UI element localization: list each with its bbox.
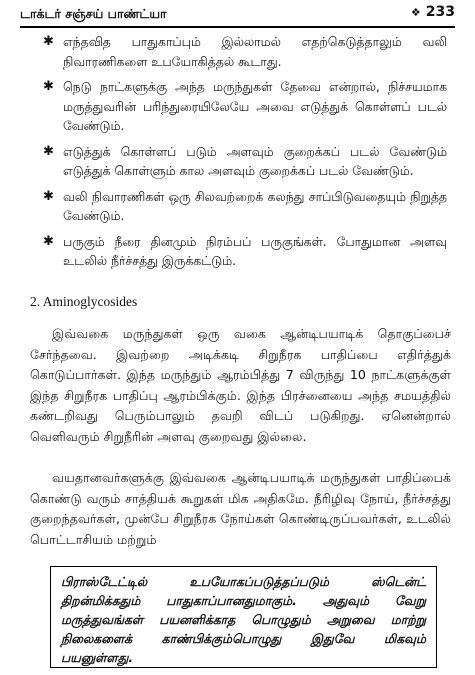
bullet-list xyxy=(45,32,447,277)
star-bullet-icon: ✱ xyxy=(43,233,54,249)
list-item xyxy=(45,142,447,181)
star-bullet-icon: ✱ xyxy=(43,34,54,49)
star-bullet-icon: ✱ xyxy=(43,188,54,204)
list-item xyxy=(45,77,447,136)
list-item-text: வலி நிவாரணிகள் ஒரு சிலவற்றைக் கலந்து சாப்பிடுவதையும் நிறுத்த வேண்டும். xyxy=(63,188,447,223)
list-item xyxy=(45,232,447,271)
body-paragraph: வயதானவர்களுக்கு இவ்வகை ஆன்டிபயாடிக் மருந்துகள் பாதிப்பைக் கொண்டு வரும் சாத்தியக் கூறுகள் மிக அதிகமே. நீரிழிவு நோய், நீர்ச்சத்து குறைந்தவர்கள், முன்பே சிறுநீரக நோய்கள் கொண்டிருப்பவர்கள், உடலில் பொட்டாசியம் மற்றும் xyxy=(30,470,451,547)
page-number-group xyxy=(411,4,455,20)
list-item xyxy=(45,187,447,226)
section-heading: 2. Aminoglycosides xyxy=(30,294,138,309)
list-item-text: எடுத்துக் கொள்ளப் படும் அளவும் குறைக்கப் படல் வேண்டும் எடுத்துக் கொள்ளும் கால அளவும் குறைக்கப் படல் வேண்டும். xyxy=(63,143,447,178)
callout-text: பிராஸ்டேட்டில் உபயோகப்படுத்தப்படும் ஸ்டென்ட் திறன்மிக்கதும் பாதுகாப்பானதுமாகும். அதுவும் வேறு மருத்துவங்கள் பயனளிக்காத பொழுதும் அறுவை மாற்று நிலைகளைக் காண்பிக்கும்பொழுது இதுவே மிகவும் பயனுள்ளது. xyxy=(61,574,426,665)
page-number: 233 xyxy=(425,4,455,20)
diamond-icon: ❖ xyxy=(410,6,421,19)
list-item xyxy=(45,32,447,71)
running-title: டாக்டர் சஞ்சய் பாண்ட்யா xyxy=(20,6,167,21)
list-item-text: பருகும் நீரை தினமும் நிரம்பப் பருகுங்கள். போதுமான அளவு உடலில் நீர்ச்சத்து இருக்கட்டும். xyxy=(63,233,447,268)
callout-box xyxy=(50,566,437,668)
page-header xyxy=(20,4,455,28)
list-item-text: எந்தவித பாதுகாப்பும் இல்லாமல் எதற்கெடுத்தாலும் வலி நிவாரணிகளை உபயோகித்தல் கூடாது. xyxy=(63,34,447,69)
star-bullet-icon: ✱ xyxy=(43,143,54,159)
star-bullet-icon: ✱ xyxy=(43,79,54,94)
list-item-text: நெடு நாட்களுக்கு அந்த மருந்துகள் தேவை என்றால், நிச்சயமாக மருத்துவரின் பரிந்துரையிலேயே அவை எடுத்துக் கொள்ளப் படல் வேண்டும். xyxy=(63,79,447,133)
body-paragraph: இவ்வகை மருந்துகள் ஒரு வகை ஆன்டிபயாடிக் தொகுப்பைச் சேர்ந்தவை. இவற்றை அடிக்கடி சிறுநீரக பாதிப்பை எதிர்த்துக் கொடுப்பார்கள். இந்த மருந்தும் ஆரம்பித்து 7 விருந்து 10 நாட்களுக்குள் இந்த சிறுநீரக பாதிப்பு ஆரம்பிக்கும். இந்த பிரச்னையை அந்த சமயத்தில் கண்டறிவது பெரும்பாலும் தவறி விடப் படுகிறது. ஏனென்றால் வெளிவரும் சிறுநீரின் அளவு குறைவது இல்லை. xyxy=(30,326,451,444)
